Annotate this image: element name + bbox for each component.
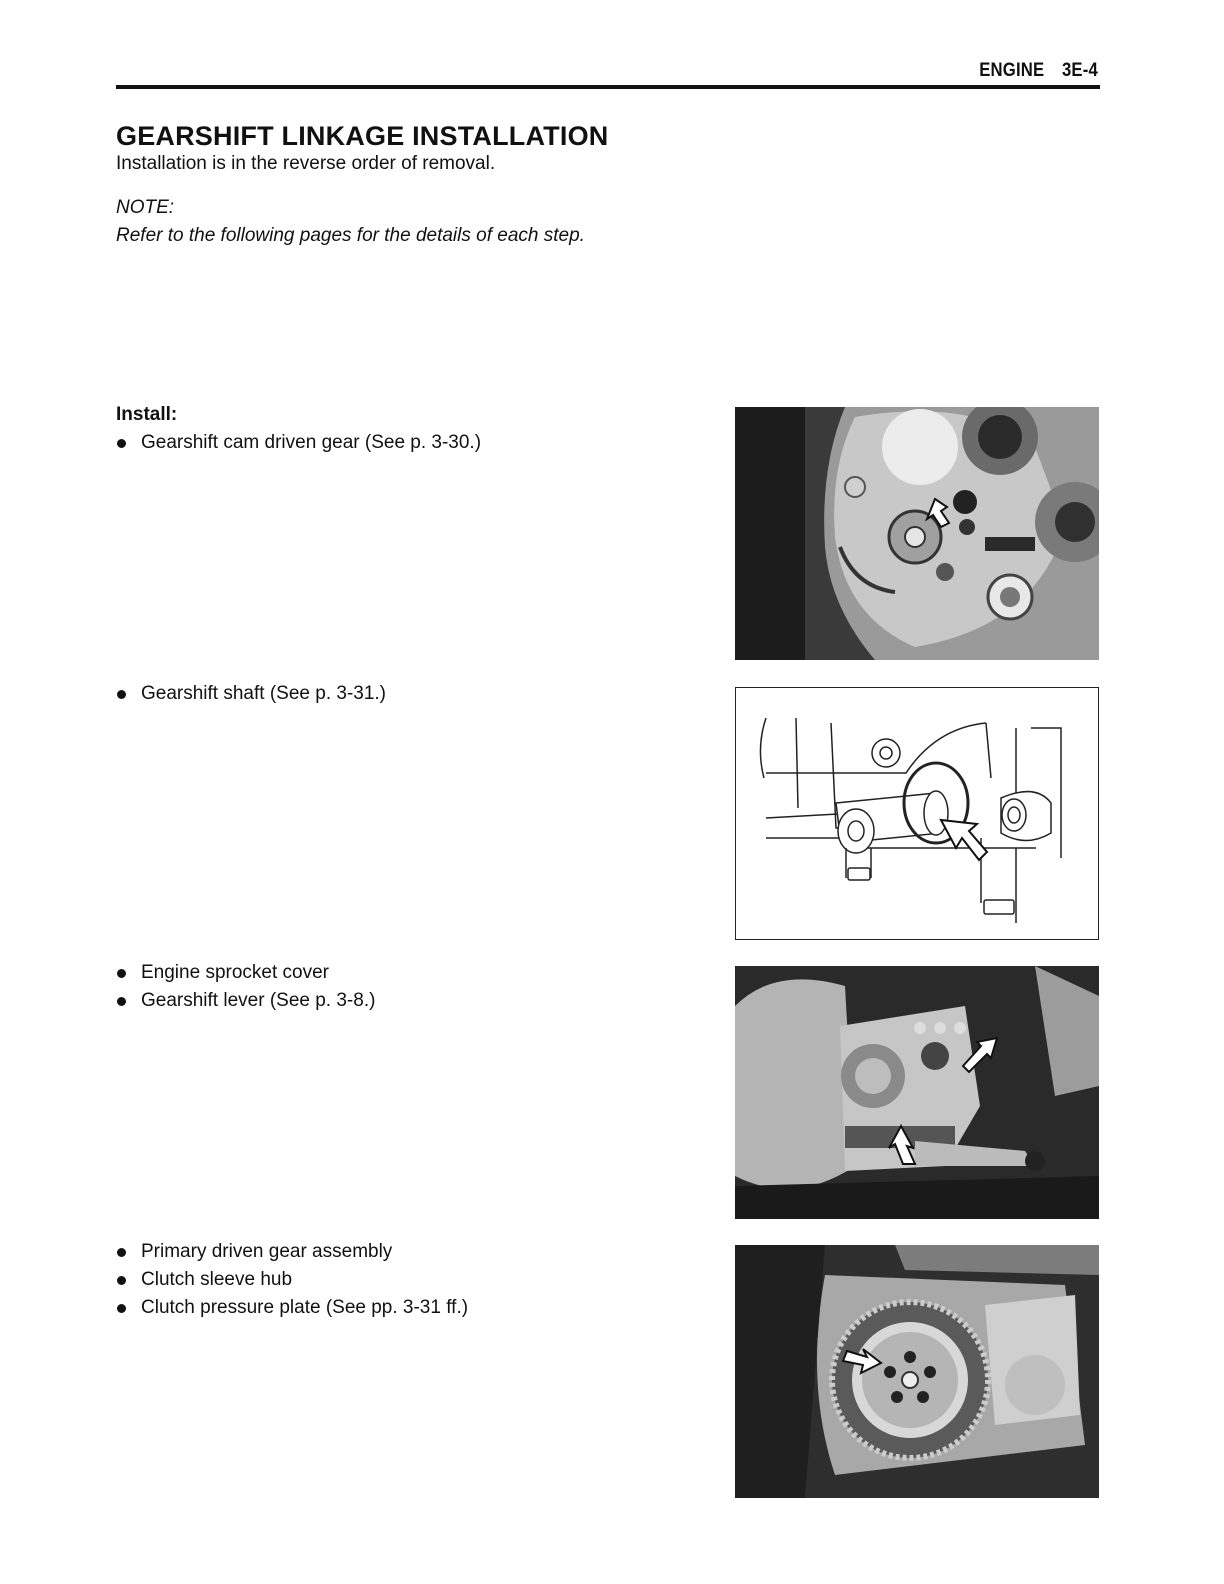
figure-gearshift-shaft — [735, 687, 1099, 940]
list-item: Gearshift cam driven gear (See p. 3-30.) — [116, 429, 481, 457]
note-label: NOTE: — [116, 197, 175, 218]
bullet-icon — [117, 969, 126, 978]
list-item: Gearshift shaft (See p. 3-31.) — [116, 680, 386, 708]
list-item: Gearshift lever (See p. 3-8.) — [116, 987, 375, 1015]
figure-sprocket-cover — [735, 966, 1099, 1219]
header-section: ENGINE — [979, 60, 1045, 81]
page-title: GEARSHIFT LINKAGE INSTALLATION — [116, 121, 609, 151]
bullet-icon — [117, 690, 126, 699]
install-label: Install: — [116, 404, 178, 425]
header-page-number: 3E-4 — [1061, 60, 1098, 81]
figure-cam-driven-gear — [735, 407, 1099, 660]
intro-text: Installation is in the reverse order of removal. — [116, 153, 496, 174]
step-3-list — [116, 959, 375, 1015]
bullet-icon — [117, 1248, 126, 1257]
bullet-icon — [117, 439, 126, 448]
step-4-list — [116, 1238, 468, 1322]
bullet-icon — [117, 1276, 126, 1285]
list-item: Clutch pressure plate (See pp. 3-31 ff.) — [116, 1294, 468, 1322]
list-item: Engine sprocket cover — [116, 959, 375, 987]
step-1-list — [116, 429, 481, 457]
page-header — [979, 60, 1098, 82]
step-2-list — [116, 680, 386, 708]
bullet-icon — [117, 997, 126, 1006]
header-rule — [116, 85, 1100, 89]
bullet-icon — [117, 1304, 126, 1313]
figure-clutch-assembly — [735, 1245, 1099, 1498]
list-item: Primary driven gear assembly — [116, 1238, 468, 1266]
list-item: Clutch sleeve hub — [116, 1266, 468, 1294]
note-text: Refer to the following pages for the details of each step. — [116, 225, 585, 246]
